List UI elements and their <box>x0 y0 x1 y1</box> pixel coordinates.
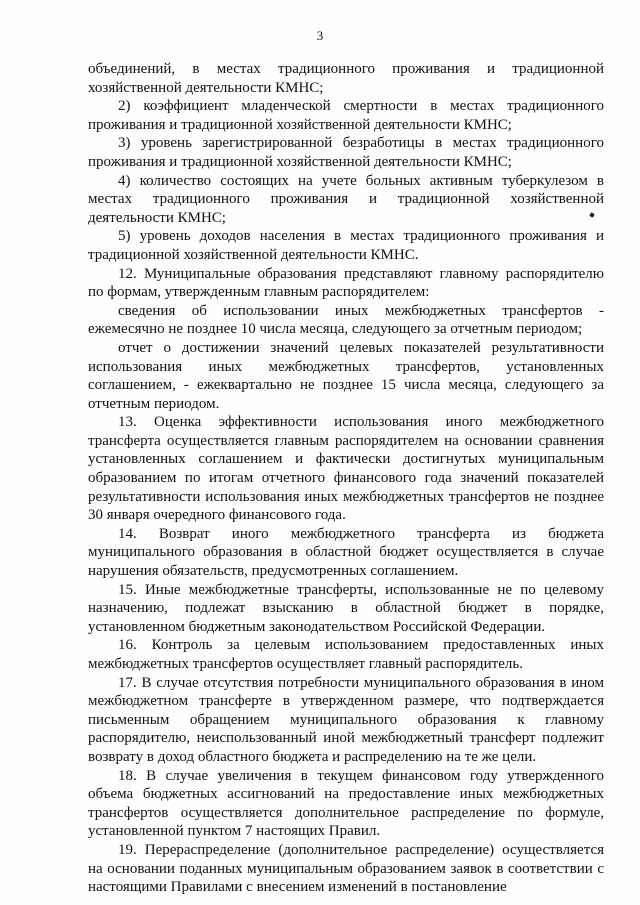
paragraph-continuation: объединений, в местах традиционного проживания и традиционной хозяйственной деятельности КМНС; <box>88 61 604 96</box>
paragraph-item-5: 5) уровень доходов населения в местах традиционного проживания и традиционной хозяйственной деятельности КМНС. <box>88 228 604 263</box>
paragraph-clause-12: 12. Муниципальные образования представляют главному распорядителю по формам, утвержденным главным распорядителем: <box>88 265 604 301</box>
paragraph-clause-18: 18. В случае увеличения в текущем финансовом году утвержденного объема бюджетных ассигнований на предоставление иных межбюджетных трансфертов осуществляется дополнительное распределение по формуле, установленной пунктом 7 настоящих Правил. <box>88 767 604 840</box>
paragraph-clause-19: 19. Перераспределение (дополнительное распределение) осуществляется на основании поданных муниципальным образованием заявок в соответствии с настоящими Правилами с внесением изменений в постановление <box>88 841 604 896</box>
document-body <box>88 60 604 897</box>
paragraph-clause-15: 15. Иные межбюджетные трансферты, использованные не по целевому назначению, подлежат взысканию в областной бюджет в порядке, установленном бюджетным законодательством Российской Федерации. <box>88 581 604 635</box>
paragraph-item-2: 2) коэффициент младенческой смертности в местах традиционного проживания и традиционной хозяйственной деятельности КМНС; <box>88 98 604 133</box>
paragraph-clause-16: 16. Контроль за целевым использованием предоставленных иных межбюджетных трансфертов осуществляет главный распорядитель. <box>88 637 604 672</box>
paragraph-item-4: 4) количество состоящих на учете больных активным туберкулезом в местах традиционного проживания и традиционной хозяйственной деятельности КМНС; <box>88 172 604 226</box>
paragraph-clause-14: 14. Возврат иного межбюджетного трансферта из бюджета муниципального образования в областной бюджет осуществляется в случае нарушения обязательств, предусмотренных соглашением. <box>88 525 604 580</box>
paragraph-clause-13: 13. Оценка эффективности использования иного межбюджетного трансферта осуществляется главным распорядителем на основании сравнения установленных соглашением и фактически достигнутых муниципальным образованием по итогам отчетного финансового года значений показателей результативности использования иных межбюджетных трансфертов не позднее 30 января очередного финансового года. <box>88 414 604 524</box>
paragraph-clause-17: 17. В случае отсутствия потребности муниципального образования в ином межбюджетном трансферте в утвержденном размере, что подтверждается письменным обращением муниципального образования к главному распорядителю, неиспользованный иной межбюджетный трансферт подлежит возврату в доход областного бюджета и распределению на те же цели. <box>88 674 604 765</box>
paragraph-clause-12-info: сведения об использовании иных межбюджетных трансфертов - ежемесячно не позднее 10 числа месяца, следующего за отчетным периодом; <box>88 302 604 338</box>
paragraph-clause-12-report: отчет о достижении значений целевых показателей результативности использования иных межбюджетных трансфертов, установленных соглашением, - ежеквартально не позднее 15 числа месяца, следующего за отчетным периодом. <box>88 339 604 412</box>
page-number: 3 <box>316 28 324 43</box>
paragraph-item-3: 3) уровень зарегистрированной безработицы в местах традиционного проживания и традиционной хозяйственной деятельности КМНС; <box>88 135 604 170</box>
